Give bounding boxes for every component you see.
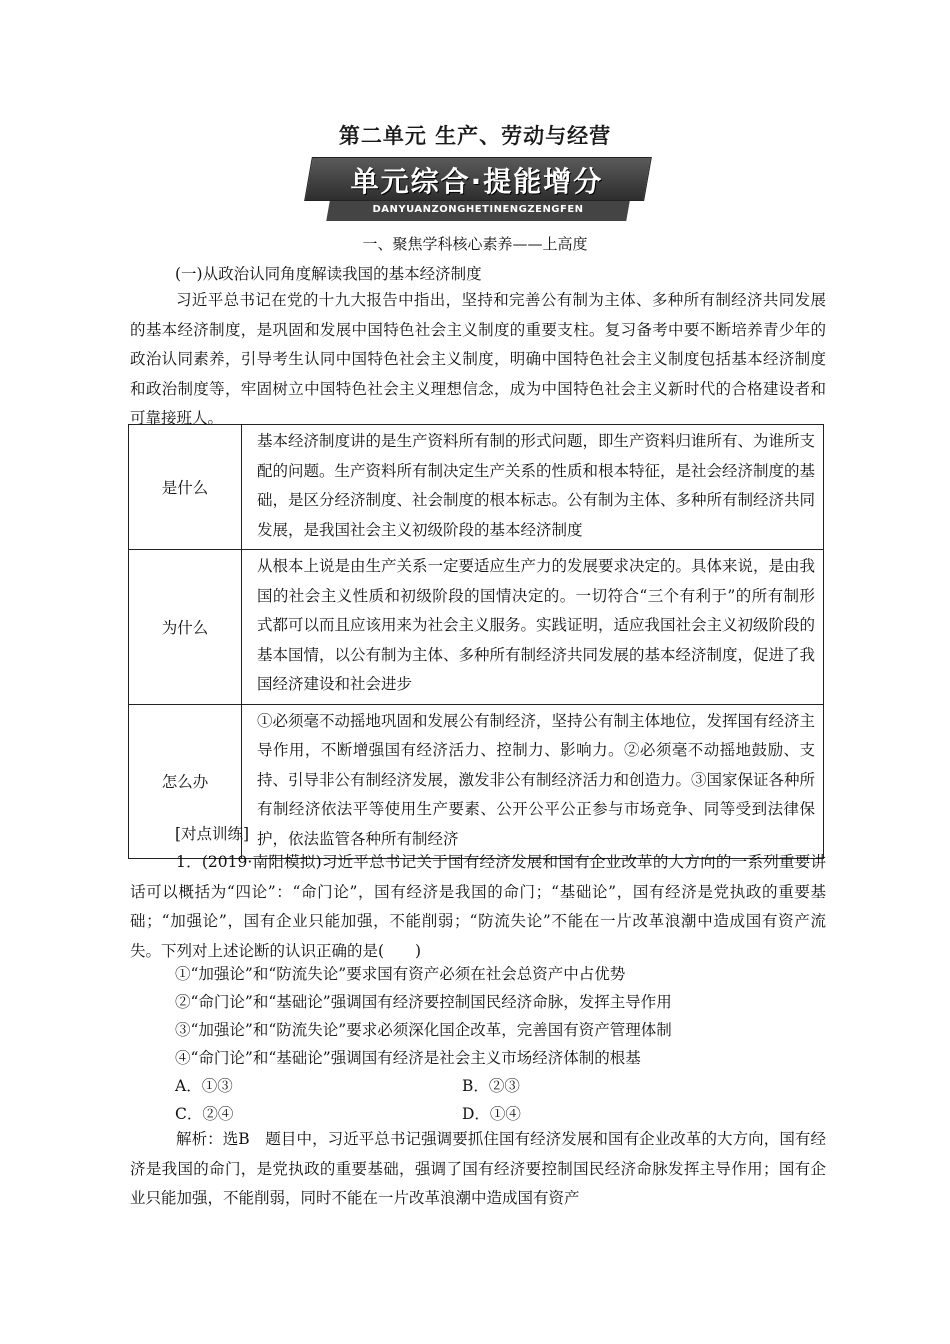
statement-4: ④“命门论”和“基础论”强调国有经济是社会主义市场经济体制的根基: [175, 1049, 641, 1067]
option-c: C．②④: [175, 1105, 234, 1123]
row-content: ①必须毫不动摇地巩固和发展公有制经济，坚持公有制主体地位，发挥国有经济主导作用，不断增强国有经济活力、控制力、影响力。②必须毫不动摇地鼓励、支持、引导非公有制经济发展，激发非公有制经济活力和创造力。③国家保证各种所有制经济依法平等使用生产要素、公开公平公正参与市场竞争、同等受到法律保护，依法监管各种所有制经济: [242, 704, 824, 859]
row-label: 为什么: [129, 550, 242, 705]
statement-1: ①“加强论”和“防流失论”要求国有资产必须在社会总资产中占优势: [175, 965, 626, 983]
table-row: [129, 425, 824, 550]
analysis-text: 解析：选B 题目中，习近平总书记强调要抓住国有经济发展和国有企业改革的大方向，国有经济是我国的命门，是党执政的重要基础，强调了国有经济要控制国民经济命脉发挥主导作用；国有企业只能加强，不能削弱，同时不能在一片改革浪潮中造成国有资产: [130, 1130, 826, 1207]
statement-3: ③“加强论”和“防流失论”要求必须深化国企改革，完善国有资产管理体制: [175, 1021, 672, 1039]
question-text: 1．(2019·南阳模拟)习近平总书记关于国有经济发展和国有企业改革的大方向的一系列重要讲话可以概括为“四论”：“命门论”，国有经济是我国的命门；“基础论”，国有经济是党执政的重要基础；“加强论”，国有企业只能加强，不能削弱；“防流失论”不能在一片改革浪潮中造成国有资产流失。下列对上述论断的认识正确的是( ): [130, 853, 826, 960]
unit-banner: [308, 157, 646, 227]
practice-label: [对点训练]: [175, 825, 250, 843]
banner-pinyin: DANYUANZONGHETINENGZENGFEN: [372, 204, 584, 215]
option-a: A．①③: [175, 1077, 233, 1095]
section-subheading: (一)从政治认同角度解读我国的基本经济制度: [175, 265, 482, 283]
row-content: 基本经济制度讲的是生产资料所有制的形式问题，即生产资料归谁所有、为谁所支配的问题。生产资料所有制决定生产关系的性质和根本特征，是社会经济制度的基础，是区分经济制度、社会制度的根本标志。公有制为主体、多种所有制经济共同发展，是我国社会主义初级阶段的基本经济制度: [242, 425, 824, 550]
row-label: 怎么办: [129, 704, 242, 859]
unit-title: 第二单元 生产、劳动与经营: [338, 123, 612, 148]
row-content: 从根本上说是由生产关系一定要适应生产力的发展要求决定的。具体来说，是由我国的社会主义性质和初级阶段的国情决定的。一切符合“三个有利于”的所有制形式都可以而且应该用来为社会主义服务。实践证明，适应我国社会主义初级阶段的基本国情，以公有制为主体、多种所有制经济共同发展的基本经济制度，促进了我国经济建设和社会进步: [242, 550, 824, 705]
option-d: D．①④: [462, 1105, 521, 1123]
table-row: [129, 550, 824, 705]
row-label: 是什么: [129, 425, 242, 550]
section-heading: 一、聚焦学科核心素养——上高度: [362, 235, 588, 253]
option-b: B．②③: [462, 1077, 520, 1095]
economic-system-table: [128, 424, 824, 859]
statement-2: ②“命门论”和“基础论”强调国有经济要控制国民经济命脉，发挥主导作用: [175, 993, 672, 1011]
banner-title: 单元综合·提能增分: [350, 165, 604, 198]
intro-paragraph: 习近平总书记在党的十九大报告中指出，坚持和完善公有制为主体、多种所有制经济共同发展的基本经济制度，是巩固和发展中国特色社会主义制度的重要支柱。复习备考中要不断培养青少年的政治认同素养，引导考生认同中国特色社会主义制度，明确中国特色社会主义制度包括基本经济制度和政治制度等，牢固树立中国特色社会主义理想信念，成为中国特色社会主义新时代的合格建设者和可靠接班人。: [130, 291, 826, 427]
